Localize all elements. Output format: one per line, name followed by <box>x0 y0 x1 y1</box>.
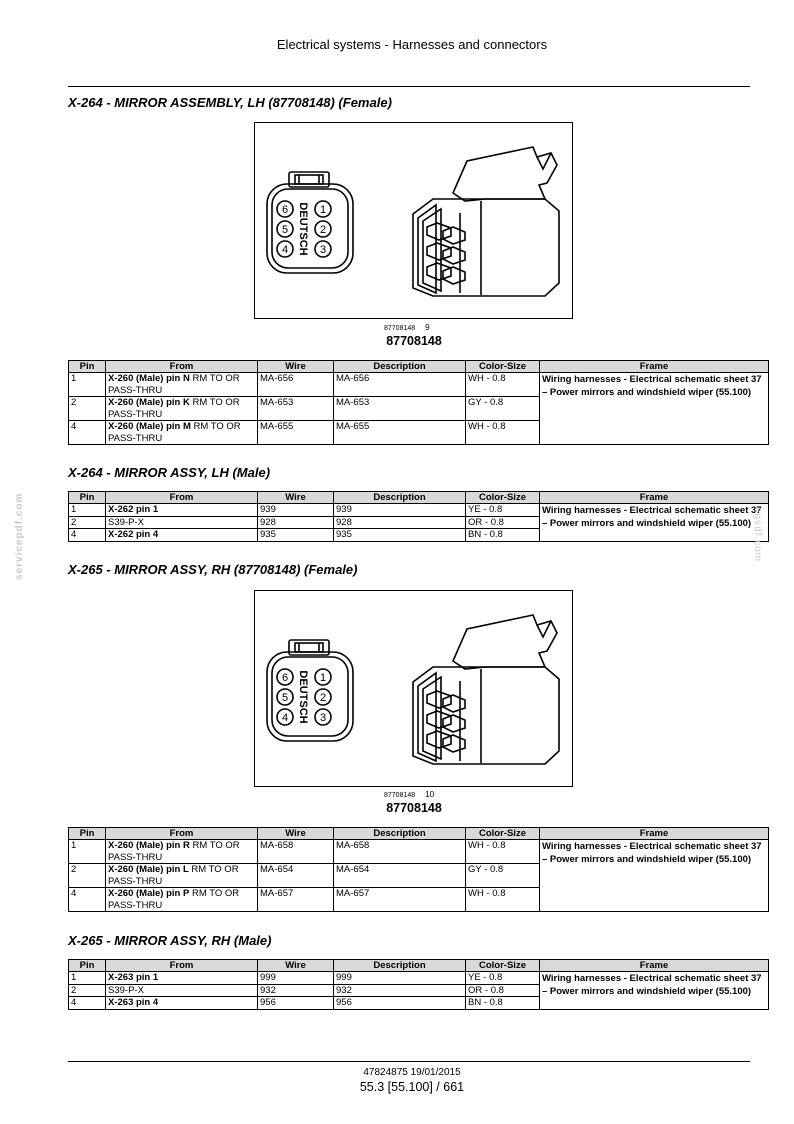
from-connector: X-260 (Male) pin M <box>108 421 191 432</box>
pin-table <box>68 827 769 912</box>
table-header-row <box>69 828 769 840</box>
pin-socket <box>443 227 465 244</box>
column-header: Pin <box>69 361 106 373</box>
cell-from <box>106 504 258 517</box>
column-header: Description <box>334 828 466 840</box>
column-header: Color-Size <box>466 960 540 972</box>
cell-wire: MA-654 <box>258 864 334 888</box>
column-header: Wire <box>258 492 334 504</box>
cell-color: YE - 0.8 <box>466 972 540 985</box>
column-header: Frame <box>540 361 769 373</box>
section-title: X-265 - MIRROR ASSY, RH (87708148) (Female) <box>68 562 358 577</box>
cell-from <box>106 997 258 1010</box>
cell-desc: MA-658 <box>334 840 466 864</box>
footer-page-number: 55.3 [55.100] / 661 <box>359 1080 465 1094</box>
cell-wire: MA-658 <box>258 840 334 864</box>
connector-drawing <box>255 123 572 318</box>
from-detail: RM TO OR PASS-THRU <box>108 864 239 887</box>
header-rule <box>68 86 750 87</box>
pin-socket <box>427 243 451 260</box>
cell-pin: 4 <box>69 421 106 445</box>
cell-desc: 935 <box>334 529 466 542</box>
from-connector: X-260 (Male) pin R <box>108 840 190 851</box>
pin-socket <box>427 223 451 240</box>
column-header: From <box>106 828 258 840</box>
cell-color: GY - 0.8 <box>466 397 540 421</box>
housing-front-inner <box>423 677 441 759</box>
cell-wire: MA-656 <box>258 373 334 397</box>
table-header-row <box>69 492 769 504</box>
housing-front-inner <box>423 209 441 291</box>
cell-desc: MA-653 <box>334 397 466 421</box>
cell-from <box>106 864 258 888</box>
table-header-row <box>69 361 769 373</box>
cell-pin: 1 <box>69 373 106 397</box>
cell-from <box>106 516 258 529</box>
watermark-right: ogsdf.com <box>752 507 763 563</box>
cell-frame: Wiring harnesses - Electrical schematic sheet 37 – Power mirrors and windshield wiper (55.100) <box>540 840 769 912</box>
pin-number: 3 <box>319 712 327 724</box>
from-connector: X-263 pin 4 <box>108 997 159 1008</box>
from-connector: X-260 (Male) pin P <box>108 888 190 899</box>
cell-from <box>106 888 258 912</box>
cell-from <box>106 840 258 864</box>
cell-color: WH - 0.8 <box>466 373 540 397</box>
cell-frame: Wiring harnesses - Electrical schematic sheet 37 – Power mirrors and windshield wiper (55.100) <box>540 972 769 1010</box>
cell-pin: 2 <box>69 864 106 888</box>
pin-number: 4 <box>281 712 289 724</box>
pin-socket <box>443 715 465 732</box>
cell-pin: 1 <box>69 972 106 985</box>
from-detail: RM TO OR PASS-THRU <box>108 397 240 420</box>
cell-pin: 2 <box>69 984 106 997</box>
cell-color: OR - 0.8 <box>466 516 540 529</box>
from-detail: RM TO OR PASS-THRU <box>108 373 240 396</box>
cell-desc: 939 <box>334 504 466 517</box>
cell-pin: 1 <box>69 840 106 864</box>
from-detail: RM TO OR PASS-THRU <box>108 840 240 863</box>
cell-desc: MA-654 <box>334 864 466 888</box>
cell-pin: 4 <box>69 997 106 1010</box>
table-row <box>69 840 769 864</box>
page-header-title: Electrical systems - Harnesses and connectors <box>276 37 548 52</box>
cell-pin: 4 <box>69 529 106 542</box>
column-header: Frame <box>540 960 769 972</box>
cell-from <box>106 529 258 542</box>
pin-number: 4 <box>281 244 289 256</box>
cell-from <box>106 373 258 397</box>
from-detail: S39-P-X <box>108 984 144 996</box>
pin-number: 2 <box>319 692 327 704</box>
cell-desc: MA-657 <box>334 888 466 912</box>
pin-number: 2 <box>319 224 327 236</box>
footer-rule <box>68 1061 750 1062</box>
cell-frame: Wiring harnesses - Electrical schematic sheet 37 – Power mirrors and windshield wiper (55.100) <box>540 504 769 542</box>
cell-from <box>106 397 258 421</box>
cell-frame: Wiring harnesses - Electrical schematic sheet 37 – Power mirrors and windshield wiper (55.100) <box>540 373 769 445</box>
figure-reference: 87708148 10 <box>384 790 435 799</box>
connector-figure <box>254 590 573 787</box>
from-connector: X-263 pin 1 <box>108 972 159 983</box>
cell-wire: 999 <box>258 972 334 985</box>
pin-number: 6 <box>281 204 289 216</box>
column-header: Description <box>334 361 466 373</box>
cell-pin: 1 <box>69 504 106 517</box>
cell-color: BN - 0.8 <box>466 997 540 1010</box>
cell-pin: 2 <box>69 516 106 529</box>
from-detail: RM TO OR PASS-THRU <box>108 421 241 444</box>
column-header: Color-Size <box>466 361 540 373</box>
column-header: Pin <box>69 828 106 840</box>
cell-color: WH - 0.8 <box>466 840 540 864</box>
cell-desc: MA-656 <box>334 373 466 397</box>
pin-number: 1 <box>319 204 327 216</box>
cell-desc: 999 <box>334 972 466 985</box>
column-header: From <box>106 492 258 504</box>
cell-color: BN - 0.8 <box>466 529 540 542</box>
pin-table <box>68 360 769 445</box>
brand-label: DEUTSCH <box>297 202 309 256</box>
housing-latch <box>453 615 557 669</box>
cell-wire: 939 <box>258 504 334 517</box>
from-connector: X-262 pin 4 <box>108 529 159 540</box>
cell-desc: 932 <box>334 984 466 997</box>
from-detail: S39-P-X <box>108 516 144 528</box>
column-header: Color-Size <box>466 492 540 504</box>
column-header: From <box>106 361 258 373</box>
pin-socket <box>427 263 451 280</box>
from-detail: RM TO OR PASS-THRU <box>108 888 240 911</box>
pin-socket <box>443 267 465 284</box>
cell-desc: MA-655 <box>334 421 466 445</box>
column-header: Pin <box>69 960 106 972</box>
from-connector: X-260 (Male) pin K <box>108 397 190 408</box>
pin-number: 5 <box>281 692 289 704</box>
pin-socket <box>427 691 451 708</box>
connector-figure <box>254 122 573 319</box>
column-header: Pin <box>69 492 106 504</box>
cell-color: GY - 0.8 <box>466 864 540 888</box>
figure-part-number: 87708148 <box>386 334 442 348</box>
pin-number: 6 <box>281 672 289 684</box>
cell-wire: MA-657 <box>258 888 334 912</box>
table-row <box>69 972 769 985</box>
section-title: X-264 - MIRROR ASSY, LH (Male) <box>68 465 271 480</box>
from-connector: X-260 (Male) pin N <box>108 373 190 384</box>
pin-number: 5 <box>281 224 289 236</box>
cell-wire: 928 <box>258 516 334 529</box>
column-header: Color-Size <box>466 828 540 840</box>
column-header: Frame <box>540 828 769 840</box>
cell-wire: 956 <box>258 997 334 1010</box>
watermark-left: servicepdf.com <box>14 492 25 580</box>
column-header: Frame <box>540 492 769 504</box>
column-header: Wire <box>258 960 334 972</box>
pin-socket <box>427 731 451 748</box>
cell-from <box>106 984 258 997</box>
housing-latch <box>453 147 557 201</box>
cell-color: OR - 0.8 <box>466 984 540 997</box>
cell-wire: 932 <box>258 984 334 997</box>
column-header: Description <box>334 492 466 504</box>
cell-color: WH - 0.8 <box>466 421 540 445</box>
pin-socket <box>427 711 451 728</box>
section-title: X-265 - MIRROR ASSY, RH (Male) <box>68 933 272 948</box>
table-row <box>69 504 769 517</box>
cell-color: WH - 0.8 <box>466 888 540 912</box>
table-header-row <box>69 960 769 972</box>
cell-pin: 2 <box>69 397 106 421</box>
connector-face-outline <box>267 652 353 741</box>
pin-number: 3 <box>319 244 327 256</box>
cell-wire: 935 <box>258 529 334 542</box>
connector-face-outline <box>267 184 353 273</box>
footer-document-id: 47824875 19/01/2015 <box>363 1067 461 1078</box>
section-title: X-264 - MIRROR ASSEMBLY, LH (87708148) (Female) <box>68 95 392 110</box>
column-header: Wire <box>258 361 334 373</box>
cell-from <box>106 972 258 985</box>
figure-part-number: 87708148 <box>386 801 442 815</box>
pin-socket <box>443 695 465 712</box>
from-connector: X-260 (Male) pin L <box>108 864 189 875</box>
cell-color: YE - 0.8 <box>466 504 540 517</box>
table-row <box>69 373 769 397</box>
cell-desc: 956 <box>334 997 466 1010</box>
cell-desc: 928 <box>334 516 466 529</box>
connector-drawing <box>255 591 572 786</box>
pin-number: 1 <box>319 672 327 684</box>
pin-table <box>68 491 769 542</box>
figure-reference: 87708148 9 <box>384 323 430 332</box>
cell-wire: MA-655 <box>258 421 334 445</box>
column-header: Wire <box>258 828 334 840</box>
cell-from <box>106 421 258 445</box>
cell-pin: 4 <box>69 888 106 912</box>
pin-socket <box>443 735 465 752</box>
pin-socket <box>443 247 465 264</box>
pin-table <box>68 959 769 1010</box>
cell-wire: MA-653 <box>258 397 334 421</box>
brand-label: DEUTSCH <box>297 670 309 724</box>
from-connector: X-262 pin 1 <box>108 504 159 515</box>
column-header: From <box>106 960 258 972</box>
column-header: Description <box>334 960 466 972</box>
